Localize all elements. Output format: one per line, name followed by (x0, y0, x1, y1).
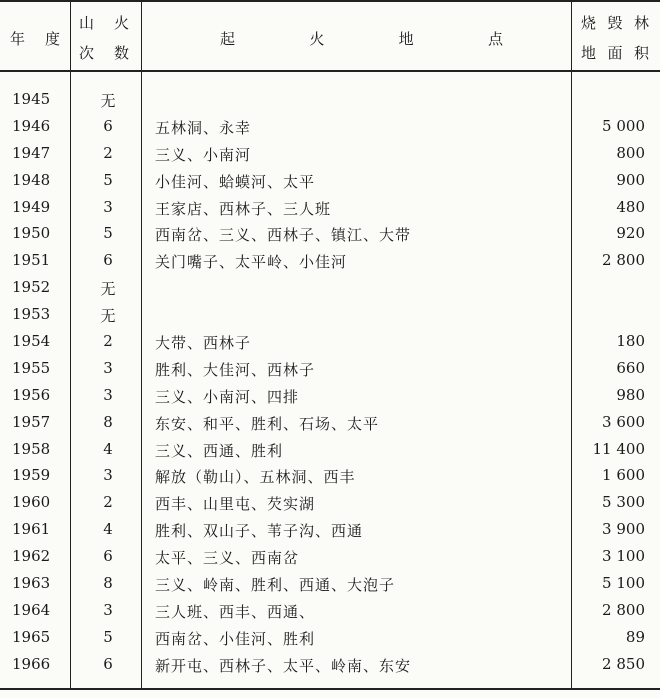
fire-count-cell: 3 (103, 197, 113, 216)
burned-area-cell: 2 800 (602, 251, 645, 270)
burned-area-cell: 2 800 (602, 600, 645, 619)
burned-area-cell: 3 600 (602, 412, 645, 431)
fire-count-cell: 8 (103, 574, 113, 593)
table-body (0, 87, 660, 679)
burned-area-cell: 89 (625, 627, 645, 646)
fire-count-cell: 2 (103, 143, 113, 162)
year-cell: 1952 (12, 278, 51, 297)
header-year-char: 年 (10, 30, 28, 48)
burned-area-cell: 800 (616, 143, 645, 162)
fire-location-cell: 三义、岭南、胜利、西通、大泡子 (155, 576, 396, 595)
burned-area-cell: 5 300 (602, 493, 645, 512)
table-top-rule (0, 0, 660, 2)
header-area-char: 烧 (581, 14, 599, 32)
header-year-char: 度 (44, 30, 62, 48)
header-place-char: 地 (398, 30, 416, 48)
year-cell: 1957 (12, 412, 51, 431)
fire-location-cell: 解放（勒山）、五林洞、西丰 (155, 468, 356, 487)
fire-count-cell: 3 (103, 466, 113, 485)
year-cell: 1951 (12, 251, 51, 270)
burned-area-cell: 660 (616, 358, 645, 377)
table-row (0, 463, 660, 490)
year-cell: 1949 (12, 197, 51, 216)
burned-area-cell: 900 (616, 170, 645, 189)
fire-count-cell: 无 (100, 280, 116, 299)
table-row (0, 302, 660, 329)
table-row (0, 356, 660, 383)
fire-location-cell: 新开屯、西林子、太平、岭南、东安 (155, 656, 412, 675)
fire-count-cell: 8 (103, 412, 113, 431)
burned-area-cell: 5 000 (602, 116, 645, 135)
table-row (0, 195, 660, 222)
year-cell: 1964 (12, 600, 51, 619)
year-cell: 1948 (12, 170, 51, 189)
header-count-char: 数 (113, 44, 131, 62)
fire-count-cell: 6 (103, 654, 113, 673)
header-area-char: 林 (633, 14, 651, 32)
year-cell: 1946 (12, 116, 51, 135)
fire-count-cell: 4 (103, 520, 113, 539)
header-year (10, 28, 66, 49)
year-cell: 1945 (12, 90, 51, 108)
fire-count-cell: 5 (103, 170, 113, 189)
table-row (0, 141, 660, 168)
table-row (0, 329, 660, 356)
table-row (0, 490, 660, 517)
header-area-char: 地 (581, 44, 599, 62)
burned-area-cell: 5 100 (602, 574, 645, 593)
burned-area-cell: 480 (616, 197, 645, 216)
year-cell: 1950 (12, 224, 51, 243)
table-row (0, 383, 660, 410)
table-bottom-rule (0, 688, 660, 690)
burned-area-cell: 3 100 (602, 547, 645, 566)
year-cell: 1959 (12, 466, 51, 485)
header-area-char: 积 (633, 44, 651, 62)
fire-location-cell: 胜利、大佳河、西林子 (155, 360, 316, 379)
fire-count-cell: 2 (103, 493, 113, 512)
fire-count-cell: 无 (100, 92, 116, 110)
fire-location-cell: 关门嘴子、太平岭、小佳河 (155, 253, 348, 272)
year-cell: 1966 (12, 654, 51, 673)
year-cell: 1955 (12, 358, 51, 377)
header-area-char: 面 (607, 44, 625, 62)
fire-location-cell: 王家店、西林子、三人班 (155, 199, 332, 218)
fire-location-cell: 东安、和平、胜利、石场、太平 (155, 414, 380, 433)
table-row (0, 652, 660, 679)
burned-area-cell: 3 900 (602, 520, 645, 539)
burned-area-cell: 1 600 (602, 466, 645, 485)
table-row (0, 87, 660, 114)
burned-area-cell: 980 (616, 385, 645, 404)
table-row (0, 598, 660, 625)
fire-count-cell: 6 (103, 116, 113, 135)
header-count-char: 次 (79, 44, 97, 62)
year-cell: 1947 (12, 143, 51, 162)
fire-count-cell: 6 (103, 547, 113, 566)
fire-location-cell: 小佳河、蛤蟆河、太平 (155, 172, 316, 191)
header-place-char: 火 (309, 30, 327, 48)
burned-area-cell: 2 850 (602, 654, 645, 673)
table-row (0, 410, 660, 437)
table-row (0, 248, 660, 275)
burned-area-cell: 920 (616, 224, 645, 243)
header-area-char: 毁 (607, 14, 625, 32)
year-cell: 1954 (12, 332, 51, 351)
fire-location-cell: 三义、小南河 (155, 145, 252, 164)
fire-count-cell: 3 (103, 385, 113, 404)
year-cell: 1962 (12, 547, 51, 566)
table-row (0, 517, 660, 544)
table-row (0, 114, 660, 141)
fire-count-cell: 3 (103, 600, 113, 619)
table-row (0, 437, 660, 464)
header-count-char: 火 (113, 14, 131, 32)
year-cell: 1961 (12, 520, 51, 539)
fire-count-cell: 6 (103, 251, 113, 270)
header-fire-count (79, 8, 139, 68)
burned-area-cell: 180 (616, 332, 645, 351)
header-burned-area (581, 8, 657, 68)
fire-count-cell: 5 (103, 224, 113, 243)
fire-count-cell: 2 (103, 332, 113, 351)
fire-location-cell: 胜利、双山子、苇子沟、西通 (155, 522, 364, 541)
fire-location-cell: 三人班、西丰、西通、 (155, 602, 316, 621)
header-place-char: 起 (220, 30, 238, 48)
burned-area-cell: 11 400 (592, 439, 645, 458)
table-row (0, 625, 660, 652)
table-row (0, 168, 660, 195)
fire-location-cell: 西南岔、小佳河、胜利 (155, 629, 316, 648)
header-count-char: 山 (79, 14, 97, 32)
header-place-char: 点 (487, 30, 505, 48)
table-row (0, 221, 660, 248)
fire-count-cell: 3 (103, 358, 113, 377)
fire-location-cell: 三义、西通、胜利 (155, 441, 284, 460)
fire-location-cell: 三义、小南河、四排 (155, 387, 300, 406)
fire-count-cell: 无 (100, 307, 116, 326)
header-fire-location (220, 28, 540, 49)
fire-count-cell: 5 (103, 627, 113, 646)
fire-count-cell: 4 (103, 439, 113, 458)
year-cell: 1960 (12, 493, 51, 512)
year-cell: 1958 (12, 439, 51, 458)
year-cell: 1963 (12, 574, 51, 593)
header-bottom-rule (0, 70, 660, 72)
table-row (0, 275, 660, 302)
fire-location-cell: 太平、三义、西南岔 (155, 549, 300, 568)
year-cell: 1956 (12, 385, 51, 404)
fire-location-cell: 五林洞、永幸 (155, 118, 252, 137)
year-cell: 1953 (12, 305, 51, 324)
fire-location-cell: 西南岔、三义、西林子、镇江、大带 (155, 226, 412, 245)
fire-location-cell: 西丰、山里屯、芡实湖 (155, 495, 316, 514)
year-cell: 1965 (12, 627, 51, 646)
table-row (0, 571, 660, 598)
table-row (0, 544, 660, 571)
fire-location-cell: 大带、西林子 (155, 334, 252, 353)
